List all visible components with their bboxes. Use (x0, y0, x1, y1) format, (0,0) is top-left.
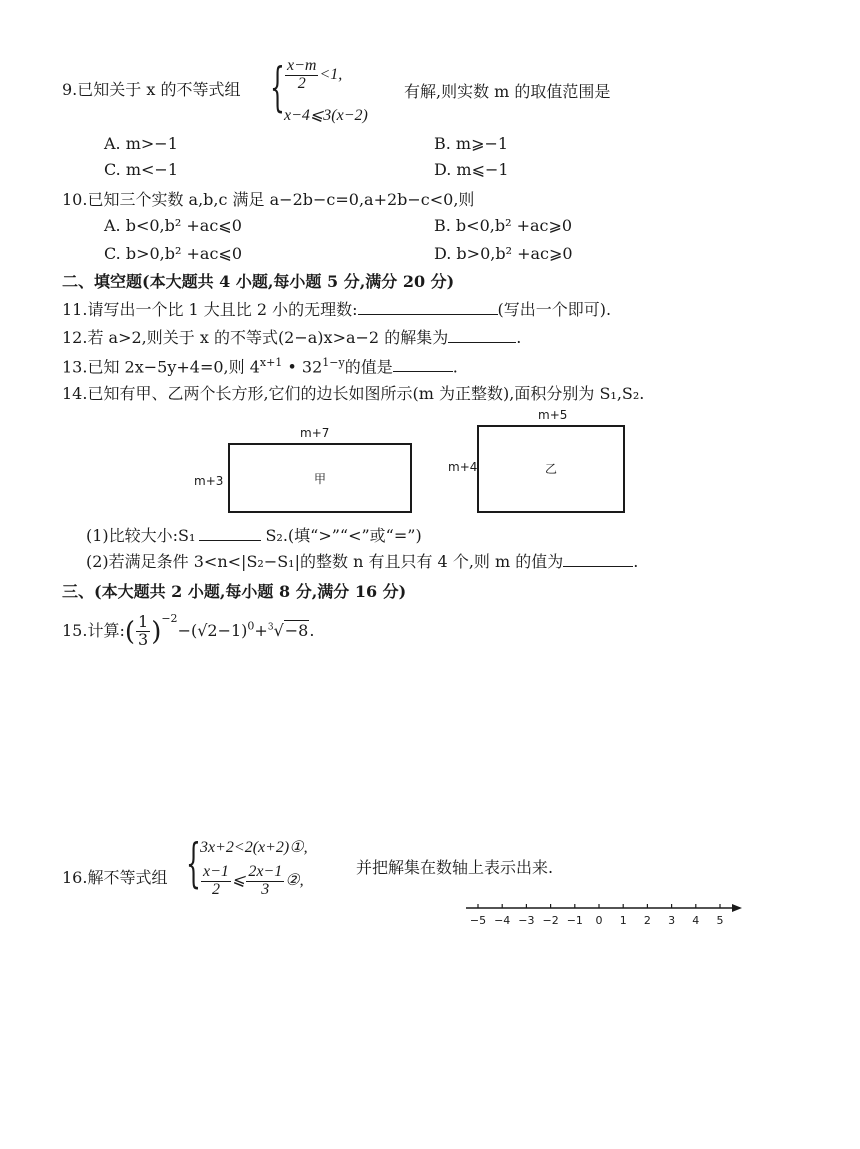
rect-yi-top-label: m+5 (538, 408, 568, 422)
q16-brace: { (186, 834, 201, 894)
number-line-tick-label: −5 (469, 914, 487, 927)
rect-jia-top-label: m+7 (300, 426, 330, 440)
q15: 15.计算:( $\frac{1}{3}$ )$^{-2}-(√2-1)^0+^3√-8$. (62, 612, 315, 649)
number-line-tick-label: 4 (692, 914, 700, 927)
q14-sub2: (2)若满足条件 3<n<|S₂−S₁|的整数 n 有且只有 4 个,则 m 的值为 . (86, 552, 639, 571)
q10-option-b: B. b<0,b² +ac⩾0 (434, 216, 573, 235)
q13: 13.已知 2x−5y+4=0,则 $4^{x+1}$ • $32^{1-y}$的值是 . (62, 356, 458, 377)
q10-stem: 10.已知三个实数 a,b,c 满足 a−2b−c=0,a+2b−c<0,则 (62, 190, 475, 209)
q9-option-a: A. m>−1 (104, 134, 178, 153)
q13-answer-blank[interactable] (393, 357, 453, 372)
q11-answer-blank[interactable] (358, 300, 498, 315)
number-line-tick-label: −2 (542, 914, 559, 927)
number-line-tick-label: 1 (619, 914, 627, 927)
q14-stem: 14.已知有甲、乙两个长方形,它们的边长如图所示(m 为正整数),面积分别为 S₁,S₂. (62, 384, 645, 403)
q10-option-d: D. b>0,b² +ac⩾0 (434, 244, 573, 263)
number-line-tick-label: −1 (566, 914, 583, 927)
q9-ineq1: $\frac{x-m}{2}$ <1, (287, 57, 343, 92)
q16-prefix: 16.解不等式组 (62, 868, 168, 887)
q10-option-a: A. b<0,b² +ac⩽0 (104, 216, 242, 235)
q12: 12.若 a>2,则关于 x 的不等式(2−a)x>a−2 的解集为 . (62, 328, 522, 347)
q14-sub1-blank[interactable] (199, 526, 261, 541)
q9-option-c: C. m<−1 (104, 160, 179, 179)
q9-brace: { (270, 58, 285, 118)
number-line-tick-label: 0 (595, 914, 603, 927)
number-line (460, 898, 750, 938)
rect-jia-label: 甲 (314, 472, 327, 486)
q14-sub2-blank[interactable] (563, 552, 633, 567)
q10-option-c: C. b>0,b² +ac⩽0 (104, 244, 242, 263)
section2-heading: 二、填空题(本大题共 4 小题,每小题 5 分,满分 20 分) (62, 272, 455, 291)
q16-ineq1: 3x+2<2(x+2)①, (200, 839, 308, 856)
q9-option-d: D. m⩽−1 (434, 160, 509, 179)
number-line-tick-label: 3 (668, 914, 676, 927)
number-line-tick-label: 2 (643, 914, 651, 927)
q9-ineq2: x−4⩽3(x−2) (284, 107, 368, 124)
q9-suffix: 有解,则实数 m 的取值范围是 (404, 82, 611, 101)
q12-answer-blank[interactable] (448, 328, 516, 343)
q14-sub1: (1)比较大小:S₁ S₂.(填“>”“<”或“=”) (86, 526, 422, 545)
number-line-tick-label: −4 (494, 914, 511, 927)
rect-jia-left-label: m+3 (194, 474, 224, 488)
q11: 11.请写出一个比 1 大且比 2 小的无理数: (写出一个即可). (62, 300, 612, 319)
number-line-tick-label: 5 (716, 914, 724, 927)
q16-suffix: 并把解集在数轴上表示出来. (356, 858, 554, 877)
q16-ineq2: $\frac{x-1}{2}$ ⩽ $\frac{2x-1}{3}$ ②, (203, 863, 304, 898)
q9-prefix: 9.已知关于 x 的不等式组 (62, 80, 241, 99)
number-line-tick-label: −3 (518, 914, 535, 927)
rect-yi-left-label: m+4 (448, 460, 478, 474)
number-line-arrow (732, 904, 742, 912)
rect-yi-label: 乙 (545, 462, 558, 476)
section3-heading: 三、(本大题共 2 小题,每小题 8 分,满分 16 分) (62, 582, 407, 601)
q9-option-b: B. m⩾−1 (434, 134, 509, 153)
